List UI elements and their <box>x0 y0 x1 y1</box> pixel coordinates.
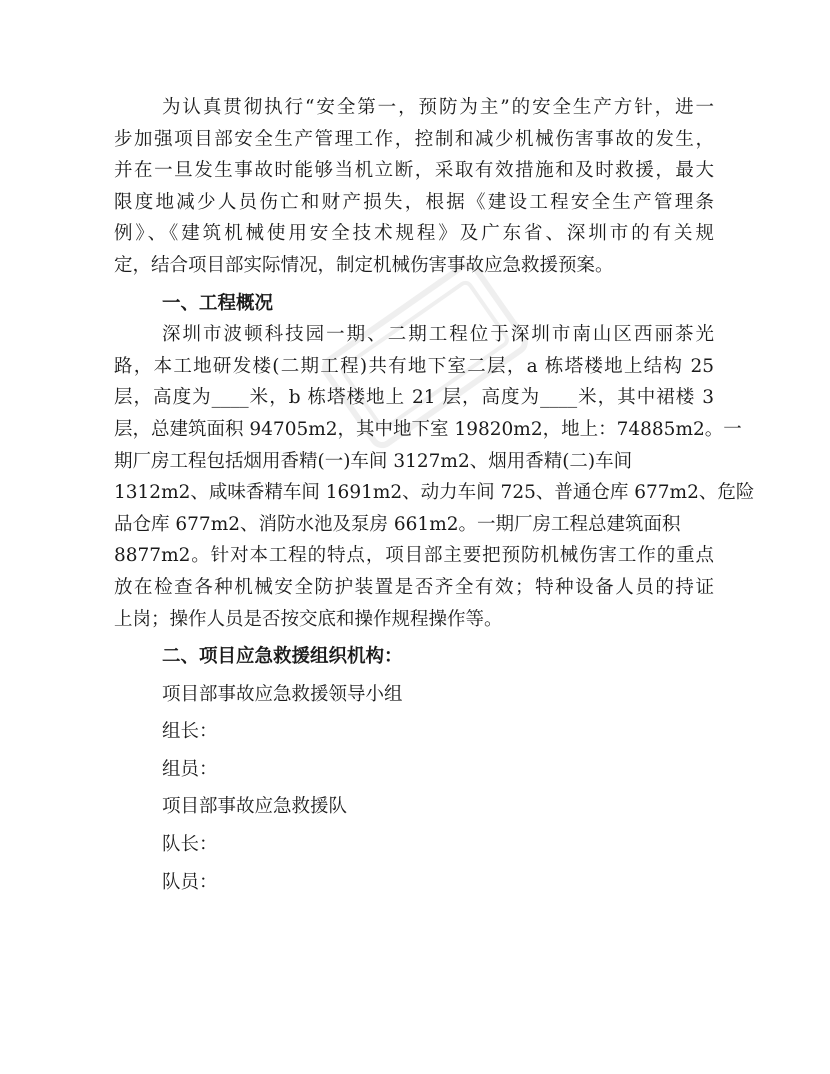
text-line: 定，结合项目部实际情况，制定机械伤害事故应急救援预案。 <box>114 254 614 276</box>
text-line: 例》、《建筑机械使用安全技术规程》及广东省、深圳市的有关规 <box>114 223 714 245</box>
leader-group-title: 项目部事故应急救援领导小组 <box>162 683 403 705</box>
group-leader-label: 组长： <box>162 721 218 743</box>
text-line: 路，本工地研发楼(二期工程)共有地下室二层，a 栋塔楼地上结构 25 <box>114 355 714 377</box>
team-leader-label: 队长： <box>162 834 218 856</box>
section-heading-emergency-organization: 二、项目应急救援组织机构： <box>162 646 403 668</box>
text-line: 期厂房工程包括烟用香精(一)车间 3127m2、烟用香精(二)车间 <box>114 450 633 472</box>
text-line: 限度地减少人员伤亡和财产损失，根据《建设工程安全生产管理条 <box>114 191 714 213</box>
intro-paragraph <box>114 92 714 282</box>
text-line: 深圳市波顿科技园一期、二期工程位于深圳市南山区西丽茶光 <box>162 324 714 346</box>
document-body <box>114 92 755 898</box>
section-heading-project-overview: 一、工程概况 <box>162 292 274 314</box>
group-member-label: 组员： <box>162 758 218 780</box>
text-line: 放在检查各种机械安全防护装置是否齐全有效；特种设备人员的持证 <box>114 576 714 598</box>
emergency-organization-list <box>114 679 714 899</box>
text-line: 层，总建筑面积 94705m2，其中地下室 19820m2，地上：74885m2。一 <box>114 418 742 440</box>
text-line: 层，高度为____米，b 栋塔楼地上 21 层，高度为____米，其中裙楼 3 <box>114 387 714 409</box>
text-line: 品仓库 677m2、消防水池及泵房 661m2。一期厂房工程总建筑面积 <box>114 513 681 535</box>
rescue-team-title: 项目部事故应急救援队 <box>162 796 348 818</box>
text-line: 并在一旦发生事故时能够当机立断，采取有效措施和及时救援，最大 <box>114 160 714 182</box>
team-member-label: 队员： <box>162 871 218 893</box>
text-line: 1312m2、咸味香精车间 1691m2、动力车间 725、普通仓库 677m2、危险 <box>114 482 755 504</box>
project-overview-paragraph <box>114 319 755 635</box>
text-line: 8877m2。针对本工程的特点，项目部主要把预防机械伤害工作的重点 <box>114 545 714 567</box>
text-line: 上岗；操作人员是否按交底和操作规程操作等。 <box>114 608 503 630</box>
text-line: 步加强项目部安全生产管理工作，控制和减少机械伤害事故的发生， <box>114 128 714 150</box>
text-line: 为认真贯彻执行“安全第一，预防为主”的安全生产方针，进一 <box>162 97 714 118</box>
